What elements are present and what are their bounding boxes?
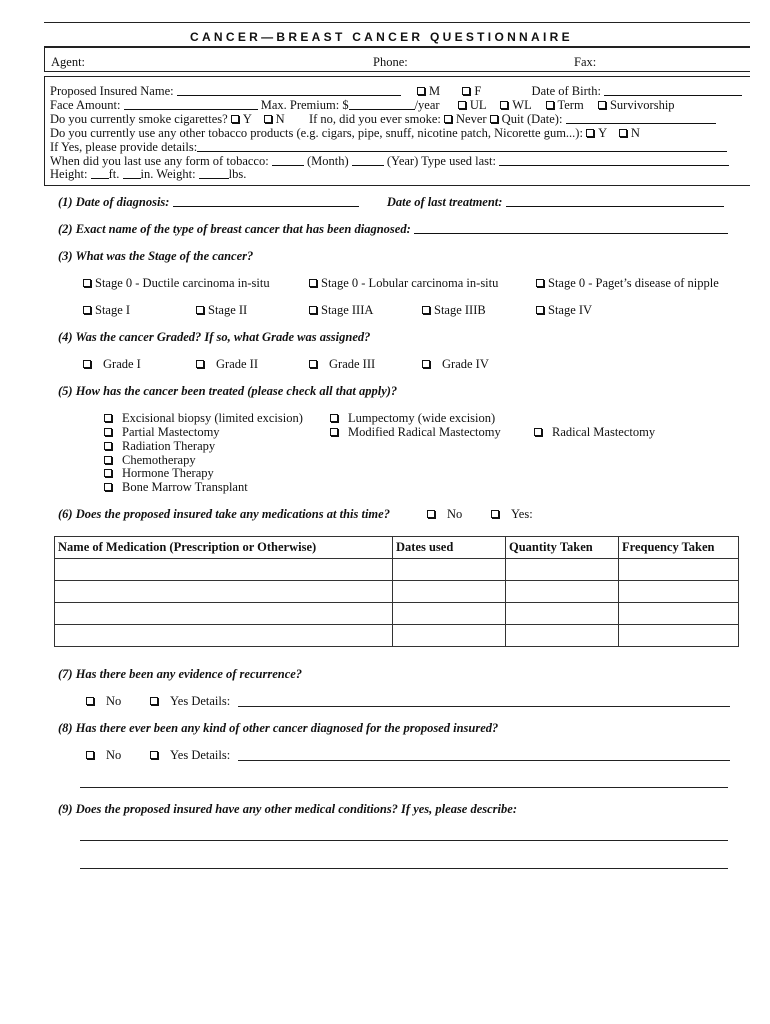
option-label: Stage I [95, 303, 131, 317]
option-label: Stage IV [548, 303, 593, 317]
table-row [55, 603, 739, 625]
applicant-row-5 [50, 140, 727, 154]
table-row [55, 559, 739, 581]
top-rule [44, 22, 750, 23]
smoke-no-checkbox[interactable] [264, 115, 272, 123]
table-cell[interactable] [55, 581, 393, 603]
year-label: (Year) [386, 154, 419, 168]
q3-option[interactable] [309, 276, 498, 290]
tobacco-yes-checkbox[interactable] [586, 129, 594, 137]
table-cell[interactable] [55, 603, 393, 625]
checkbox[interactable] [104, 414, 112, 422]
option-label: Stage 0 - Paget’s disease of nipple [548, 276, 719, 290]
q5-option[interactable] [534, 425, 655, 439]
smoke-yes-label: Y [242, 112, 252, 126]
agent-label: Agent: [51, 55, 86, 69]
option-label: No [447, 507, 463, 521]
q3-option[interactable] [422, 303, 486, 317]
q8-details-line-2[interactable] [80, 787, 728, 788]
quit-label: Quit (Date): [501, 112, 563, 126]
q5-option[interactable] [104, 453, 196, 467]
applicant-row-6 [50, 154, 729, 168]
q7-details-line[interactable] [238, 706, 730, 707]
q4-option[interactable] [422, 357, 489, 371]
table-cell[interactable] [506, 581, 619, 603]
tobacco-yes-label: Y [598, 126, 607, 140]
checkbox[interactable] [83, 306, 91, 314]
table-cell[interactable] [393, 603, 506, 625]
column-header: Quantity Taken [506, 537, 619, 559]
page-title: CANCER—BREAST CANCER QUESTIONNAIRE [190, 30, 573, 44]
checkbox[interactable] [83, 279, 91, 287]
q5-question: (5) How has the cancer been treated (please check all that apply)? [58, 384, 398, 398]
checkbox[interactable] [104, 456, 112, 464]
height-in-field[interactable] [123, 167, 141, 179]
details-label: If Yes, please provide details: [50, 140, 198, 154]
option-label: Radiation Therapy [122, 439, 216, 453]
option-label: No [106, 748, 122, 762]
q7-no-option[interactable] [86, 694, 121, 708]
option-label: Grade I [103, 357, 141, 371]
option-label: Stage II [208, 303, 248, 317]
face-amount-field[interactable] [124, 98, 258, 110]
checkbox[interactable] [422, 306, 430, 314]
checkbox[interactable] [427, 510, 435, 518]
column-header: Name of Medication (Prescription or Otherwise) [55, 537, 393, 559]
table-row [55, 581, 739, 603]
q8-no-option[interactable] [86, 748, 121, 762]
q5-option[interactable] [330, 411, 495, 425]
q5-option[interactable] [104, 425, 220, 439]
term-checkbox[interactable] [546, 101, 554, 109]
q9-question: (9) Does the proposed insured have any other medical conditions? If yes, please describe: [58, 802, 517, 816]
option-label: Yes: [511, 507, 533, 521]
table-cell[interactable] [506, 603, 619, 625]
last-use-year-field[interactable] [352, 154, 384, 166]
table-cell[interactable] [619, 559, 739, 581]
q4-option[interactable] [309, 357, 375, 371]
option-label: Stage 0 - Ductile carcinoma in-situ [95, 276, 270, 290]
q3-question: (3) What was the Stage of the cancer? [58, 249, 254, 263]
checkbox[interactable] [104, 428, 112, 436]
q7-yes-option[interactable] [150, 694, 230, 708]
weight-label: Weight: [156, 167, 196, 181]
quit-date-field[interactable] [566, 112, 716, 124]
q1-date-dx-field[interactable] [173, 195, 359, 207]
checkbox[interactable] [150, 697, 158, 705]
tobacco-no-checkbox[interactable] [619, 129, 627, 137]
details-field[interactable] [197, 140, 727, 152]
q3-option[interactable] [83, 276, 270, 290]
q5-option[interactable] [104, 480, 248, 494]
q4-option[interactable] [196, 357, 258, 371]
q5-option[interactable] [104, 439, 215, 453]
q3-option[interactable] [536, 303, 592, 317]
last-use-label: When did you last use any form of tobacco: [50, 154, 269, 168]
table-row [55, 625, 739, 647]
option-label: No [106, 694, 122, 708]
lbs-label: lbs. [228, 167, 247, 181]
table-cell[interactable] [55, 559, 393, 581]
option-label: Grade II [216, 357, 258, 371]
table-cell[interactable] [506, 625, 619, 647]
table-cell[interactable] [393, 625, 506, 647]
ul-label: UL [469, 98, 487, 112]
max-premium-label: Max. Premium: $ [260, 98, 349, 112]
option-label: Bone Marrow Transplant [122, 480, 248, 494]
q6-question: (6) Does the proposed insured take any medications at this time? [58, 507, 390, 521]
q4-question: (4) Was the cancer Graded? If so, what Grade was assigned? [58, 330, 371, 344]
type-used-label: Type used last: [421, 154, 496, 168]
table-cell[interactable] [619, 603, 739, 625]
checkbox[interactable] [309, 306, 317, 314]
checkbox[interactable] [309, 279, 317, 287]
q2-row [58, 222, 728, 236]
gender-m-checkbox[interactable] [417, 87, 425, 95]
column-header: Frequency Taken [619, 537, 739, 559]
insured-name-label: Proposed Insured Name: [50, 84, 174, 98]
in-label: in. [140, 167, 154, 181]
option-label: Stage IIIA [321, 303, 374, 317]
checkbox[interactable] [536, 306, 544, 314]
option-label: Excisional biopsy (limited excision) [122, 411, 303, 425]
applicant-row-1 [50, 84, 742, 98]
column-header: Dates used [393, 537, 506, 559]
checkbox[interactable] [83, 360, 91, 368]
checkbox[interactable] [104, 469, 112, 477]
checkbox[interactable] [534, 428, 542, 436]
last-use-month-field[interactable] [272, 154, 304, 166]
q8-details-line[interactable] [238, 760, 730, 761]
table-cell[interactable] [55, 625, 393, 647]
q6-yes-option[interactable] [491, 507, 533, 521]
checkbox[interactable] [196, 306, 204, 314]
option-label: Modified Radical Mastectomy [348, 425, 501, 439]
quit-checkbox[interactable] [490, 115, 498, 123]
q1-row [58, 195, 724, 209]
q4-option[interactable] [83, 357, 141, 371]
survivorship-label: Survivorship [609, 98, 675, 112]
option-label: Lumpectomy (wide excision) [348, 411, 496, 425]
table-cell[interactable] [393, 581, 506, 603]
checkbox[interactable] [86, 697, 94, 705]
q6-no-option[interactable] [427, 507, 462, 521]
q7-question: (7) Has there been any evidence of recurrence? [58, 667, 303, 681]
option-label: Yes Details: [170, 748, 231, 762]
ul-checkbox[interactable] [458, 101, 466, 109]
table-cell[interactable] [619, 625, 739, 647]
smoke-question: Do you currently smoke cigarettes? [50, 112, 228, 126]
table-cell[interactable] [393, 559, 506, 581]
q2-field[interactable] [414, 222, 728, 234]
checkbox[interactable] [491, 510, 499, 518]
checkbox[interactable] [196, 360, 204, 368]
q5-option[interactable] [104, 466, 214, 480]
q3-option[interactable] [83, 303, 130, 317]
q3-option[interactable] [309, 303, 373, 317]
per-year-label: /year [414, 98, 440, 112]
checkbox[interactable] [309, 360, 317, 368]
q8-yes-option[interactable] [150, 748, 230, 762]
table-cell[interactable] [506, 559, 619, 581]
q9-line-1[interactable] [80, 840, 728, 841]
medications-table [54, 536, 739, 647]
applicant-row-2 [50, 98, 675, 112]
option-label: Partial Mastectomy [122, 425, 220, 439]
option-label: Radical Mastectomy [552, 425, 656, 439]
option-label: Yes Details: [170, 694, 231, 708]
checkbox[interactable] [86, 751, 94, 759]
option-label: Hormone Therapy [122, 466, 214, 480]
gender-m-label: M [428, 84, 441, 98]
option-label: Grade IV [442, 357, 489, 371]
checkbox[interactable] [104, 442, 112, 450]
checkbox[interactable] [422, 360, 430, 368]
option-label: Grade III [329, 357, 376, 371]
option-label: Stage IIIB [434, 303, 486, 317]
month-label: (Month) [306, 154, 349, 168]
checkbox[interactable] [536, 279, 544, 287]
option-label: Stage 0 - Lobular carcinoma in-situ [321, 276, 499, 290]
q9-line-2[interactable] [80, 868, 728, 869]
q3-option[interactable] [196, 303, 247, 317]
wl-checkbox[interactable] [500, 101, 508, 109]
tobacco-no-label: N [630, 126, 640, 140]
phone-label: Phone: [373, 55, 408, 69]
gender-f-label: F [474, 84, 482, 98]
checkbox[interactable] [330, 428, 338, 436]
q5-option[interactable] [330, 425, 501, 439]
max-premium-field[interactable] [349, 98, 415, 110]
fax-label: Fax: [574, 55, 597, 69]
survivorship-checkbox[interactable] [598, 101, 606, 109]
weight-field[interactable] [199, 167, 229, 179]
face-amount-label: Face Amount: [50, 98, 121, 112]
insured-name-field[interactable] [177, 84, 401, 96]
checkbox[interactable] [330, 414, 338, 422]
never-label: Never [456, 112, 487, 126]
q1-date-dx-label: (1) Date of diagnosis: [58, 195, 170, 209]
wl-label: WL [512, 98, 532, 112]
table-cell[interactable] [619, 581, 739, 603]
q3-option[interactable] [536, 276, 719, 290]
dob-field[interactable] [604, 84, 742, 96]
applicant-row-7 [50, 167, 246, 181]
applicant-row-3 [50, 112, 716, 126]
smoke-no-label: N [275, 112, 285, 126]
height-label: Height: [50, 167, 88, 181]
q1-date-tx-label: Date of last treatment: [386, 195, 503, 209]
never-checkbox[interactable] [444, 115, 452, 123]
q2-question: (2) Exact name of the type of breast cancer that has been diagnosed: [58, 222, 411, 236]
option-label: Chemotherapy [122, 453, 196, 467]
checkbox[interactable] [104, 483, 112, 491]
checkbox[interactable] [150, 751, 158, 759]
q1-date-tx-field[interactable] [506, 195, 724, 207]
type-used-field[interactable] [499, 154, 729, 166]
ever-smoke-label: If no, did you ever smoke: [308, 112, 441, 126]
term-label: Term [557, 98, 584, 112]
applicant-row-4 [50, 126, 640, 140]
ft-label: ft. [108, 167, 120, 181]
gender-f-checkbox[interactable] [462, 87, 470, 95]
dob-label: Date of Birth: [531, 84, 601, 98]
smoke-yes-checkbox[interactable] [231, 115, 239, 123]
tobacco-question: Do you currently use any other tobacco products (e.g. cigars, pipe, snuff, nicotine patch, Nicorette gum...): [50, 126, 583, 140]
table-header-row [55, 537, 739, 559]
q8-question: (8) Has there ever been any kind of other cancer diagnosed for the proposed insured? [58, 721, 499, 735]
height-ft-field[interactable] [91, 167, 109, 179]
q5-option[interactable] [104, 411, 303, 425]
